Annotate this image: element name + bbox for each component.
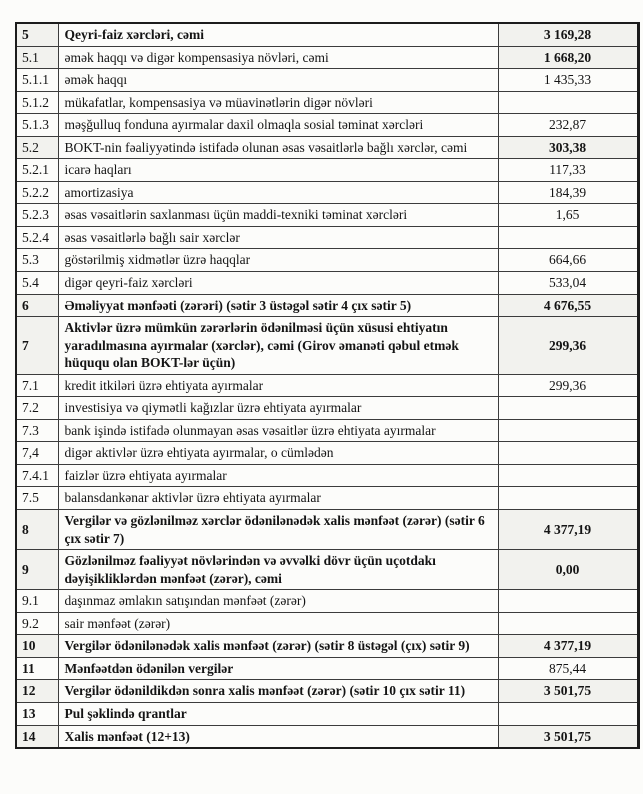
row-number-cell: 9.1 (16, 590, 58, 613)
table-row (16, 635, 638, 658)
table-row (16, 612, 638, 635)
table-row (16, 181, 638, 204)
indicator-cell: Əməliyyat mənfəəti (zərəri) (sətir 3 üstəgəl sətir 4 çıx sətir 5) (58, 294, 498, 317)
financial-report-table (15, 22, 640, 749)
row-number-cell: 10 (16, 635, 58, 658)
row-number-cell: 5.2.4 (16, 226, 58, 249)
amount-cell: 299,36 (498, 374, 638, 397)
amount-cell (498, 590, 638, 613)
amount-cell (498, 91, 638, 114)
amount-cell: 1,65 (498, 204, 638, 227)
indicator-cell: mükafatlar, kompensasiya və müavinətlərin digər növləri (58, 91, 498, 114)
amount-cell: 4 377,19 (498, 510, 638, 550)
table-row (16, 590, 638, 613)
table-row (16, 702, 638, 725)
row-number-cell: 5.2.3 (16, 204, 58, 227)
table-row (16, 91, 638, 114)
amount-cell: 303,38 (498, 136, 638, 159)
row-number-cell: 12 (16, 680, 58, 703)
row-number-cell: 7.5 (16, 487, 58, 510)
row-number-cell: 5.2.2 (16, 181, 58, 204)
amount-cell: 664,66 (498, 249, 638, 272)
row-number-cell: 14 (16, 725, 58, 748)
amount-cell (498, 487, 638, 510)
row-number-cell: 5.4 (16, 272, 58, 295)
amount-cell (498, 464, 638, 487)
amount-cell: 3 169,28 (498, 23, 638, 46)
indicator-cell: daşınmaz əmlakın satışından mənfəət (zərər) (58, 590, 498, 613)
row-number-cell: 5.2 (16, 136, 58, 159)
amount-cell: 875,44 (498, 657, 638, 680)
amount-cell: 4 676,55 (498, 294, 638, 317)
row-number-cell: 7 (16, 317, 58, 375)
amount-cell: 299,36 (498, 317, 638, 375)
indicator-cell: məşğulluq fonduna ayırmalar daxil olmaqla sosial təminat xərcləri (58, 114, 498, 137)
table-row (16, 419, 638, 442)
indicator-cell: Mənfəətdən ödənilən vergilər (58, 657, 498, 680)
indicator-cell: icarə haqları (58, 159, 498, 182)
table-row (16, 136, 638, 159)
indicator-cell: digər aktivlər üzrə ehtiyata ayırmalar, o cümlədən (58, 442, 498, 465)
table-row (16, 442, 638, 465)
amount-cell: 1 435,33 (498, 69, 638, 92)
row-number-cell: 9.2 (16, 612, 58, 635)
row-number-cell: 5.3 (16, 249, 58, 272)
table-row (16, 114, 638, 137)
row-number-cell: 7.3 (16, 419, 58, 442)
table-row (16, 657, 638, 680)
indicator-cell: Qeyri-faiz xərcləri, cəmi (58, 23, 498, 46)
row-number-cell: 9 (16, 550, 58, 590)
table-row (16, 725, 638, 748)
indicator-cell: Pul şəklində qrantlar (58, 702, 498, 725)
amount-cell: 533,04 (498, 272, 638, 295)
row-number-cell: 7,4 (16, 442, 58, 465)
indicator-cell: əmək haqqı və digər kompensasiya növləri, cəmi (58, 46, 498, 69)
indicator-cell: faizlər üzrə ehtiyata ayırmalar (58, 464, 498, 487)
indicator-cell: Vergilər ödənilənədək xalis mənfəət (zərər) (sətir 8 üstəgəl (çıx) sətir 9) (58, 635, 498, 658)
table-row (16, 510, 638, 550)
row-number-cell: 5.1 (16, 46, 58, 69)
amount-cell: 232,87 (498, 114, 638, 137)
indicator-cell: amortizasiya (58, 181, 498, 204)
table-row (16, 46, 638, 69)
indicator-cell: Xalis mənfəət (12+13) (58, 725, 498, 748)
indicator-cell: əmək haqqı (58, 69, 498, 92)
amount-cell: 184,39 (498, 181, 638, 204)
indicator-cell: göstərilmiş xidmətlər üzrə haqqlar (58, 249, 498, 272)
row-number-cell: 5.1.2 (16, 91, 58, 114)
indicator-cell: bank işində istifadə olunmayan əsas vəsaitlər üzrə ehtiyata ayırmalar (58, 419, 498, 442)
indicator-cell: Vergilər və gözlənilməz xərclər ödənilənədək xalis mənfəət (zərər) (sətir 6 çıx sətir 7) (58, 510, 498, 550)
amount-cell: 1 668,20 (498, 46, 638, 69)
row-number-cell: 5.1.1 (16, 69, 58, 92)
table-row (16, 272, 638, 295)
table-row (16, 550, 638, 590)
table-row (16, 374, 638, 397)
table-row (16, 464, 638, 487)
indicator-cell: digər qeyri-faiz xərcləri (58, 272, 498, 295)
table-row (16, 69, 638, 92)
amount-cell: 117,33 (498, 159, 638, 182)
table-row (16, 249, 638, 272)
indicator-cell: kredit itkiləri üzrə ehtiyata ayırmalar (58, 374, 498, 397)
amount-cell (498, 397, 638, 420)
indicator-cell: əsas vəsaitlərin saxlanması üçün maddi-texniki təminat xərcləri (58, 204, 498, 227)
row-number-cell: 7.2 (16, 397, 58, 420)
indicator-cell: əsas vəsaitlərlə bağlı sair xərclər (58, 226, 498, 249)
indicator-cell: balansdankənar aktivlər üzrə ehtiyata ayırmalar (58, 487, 498, 510)
report-table-body (16, 23, 638, 748)
row-number-cell: 6 (16, 294, 58, 317)
indicator-cell: Aktivlər üzrə mümkün zərərlərin ödənilməsi üçün xüsusi ehtiyatın yaradılmasına ayırmalar (xərclər), cəmi (Girov əmanəti qəbul etmək hüququ olan BOKT-lər üçün) (58, 317, 498, 375)
table-row (16, 159, 638, 182)
row-number-cell: 5.1.3 (16, 114, 58, 137)
indicator-cell: investisiya və qiymətli kağızlar üzrə ehtiyata ayırmalar (58, 397, 498, 420)
row-number-cell: 13 (16, 702, 58, 725)
row-number-cell: 5 (16, 23, 58, 46)
indicator-cell: BOKT-nin fəaliyyətində istifadə olunan əsas vəsaitlərlə bağlı xərclər, cəmi (58, 136, 498, 159)
amount-cell (498, 442, 638, 465)
table-row (16, 226, 638, 249)
amount-cell: 3 501,75 (498, 680, 638, 703)
table-row (16, 23, 638, 46)
indicator-cell: Gözlənilməz fəaliyyət növlərindən və əvvəlki dövr üçün uçotdakı dəyişikliklərdən mənfəət (zərər), cəmi (58, 550, 498, 590)
table-row (16, 317, 638, 375)
table-row (16, 487, 638, 510)
row-number-cell: 7.4.1 (16, 464, 58, 487)
row-number-cell: 5.2.1 (16, 159, 58, 182)
amount-cell (498, 226, 638, 249)
amount-cell: 0,00 (498, 550, 638, 590)
row-number-cell: 8 (16, 510, 58, 550)
amount-cell: 3 501,75 (498, 725, 638, 748)
row-number-cell: 11 (16, 657, 58, 680)
row-number-cell: 7.1 (16, 374, 58, 397)
amount-cell (498, 419, 638, 442)
table-row (16, 397, 638, 420)
table-row (16, 204, 638, 227)
amount-cell (498, 612, 638, 635)
indicator-cell: sair mənfəət (zərər) (58, 612, 498, 635)
indicator-cell: Vergilər ödənildikdən sonra xalis mənfəət (zərər) (sətir 10 çıx sətir 11) (58, 680, 498, 703)
amount-cell: 4 377,19 (498, 635, 638, 658)
table-row (16, 294, 638, 317)
amount-cell (498, 702, 638, 725)
table-row (16, 680, 638, 703)
